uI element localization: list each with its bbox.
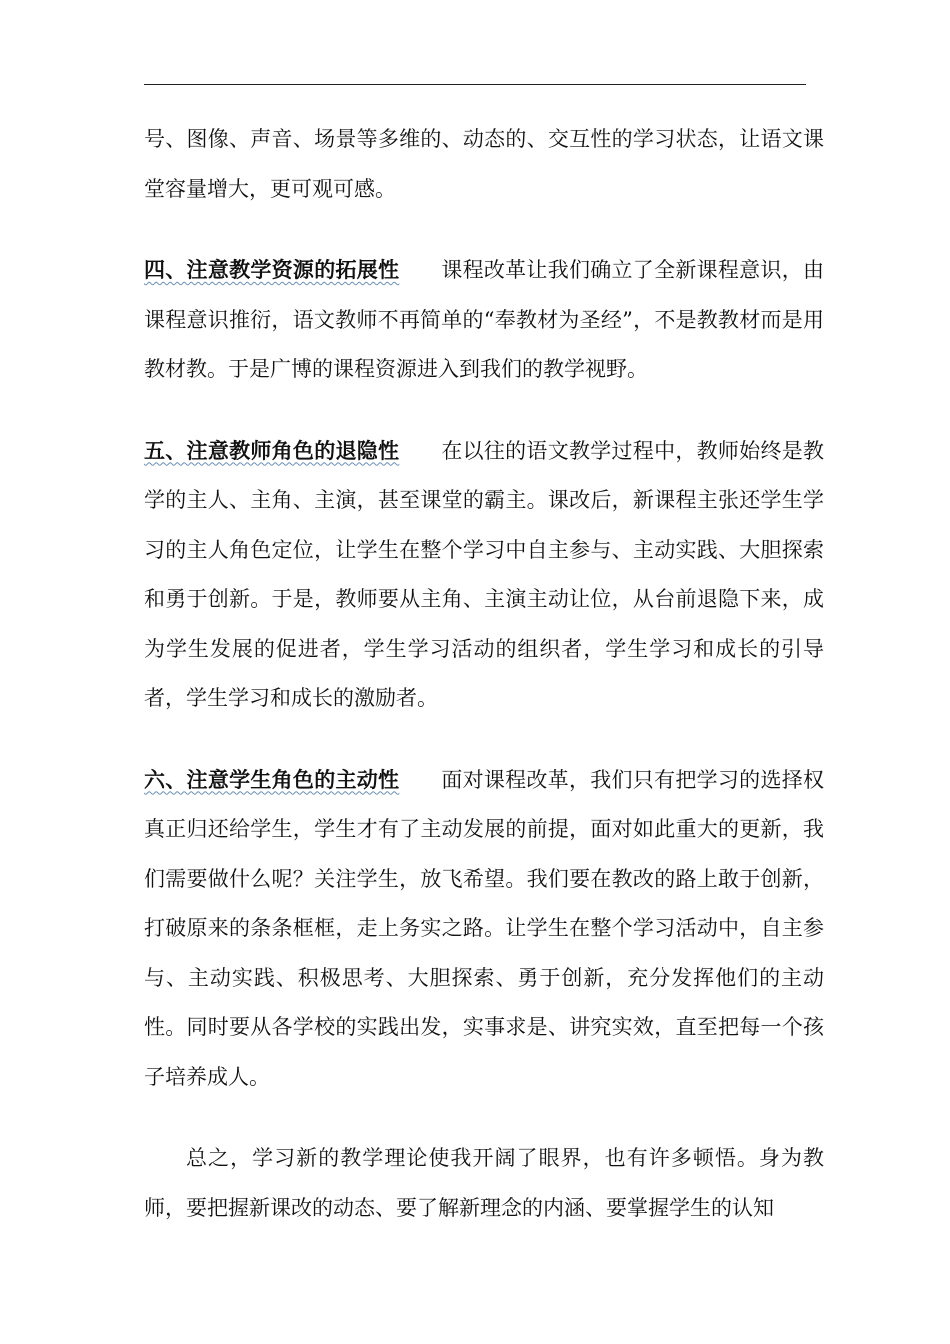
section-5-heading: 五、注意教师角色的退隐性 (144, 438, 400, 463)
header-rule (144, 84, 806, 85)
section-6-heading: 六、注意学生角色的主动性 (144, 767, 400, 792)
section-6 (144, 756, 824, 1103)
intro-paragraph: 号、图像、声音、场景等多维的、动态的、交互性的学习状态，让语文课堂容量增大，更可观可感。 (144, 127, 824, 201)
section-6-body: 面对课程改革，我们只有把学习的选择权真正归还给学生，学生才有了主动发展的前提，面对如此重大的更新，我们需要做什么呢？关注学生，放飞希望。我们要在教改的路上敢于创新，打破原来的条条框框，走上务实之路。让学生在整个学习活动中，自主参与、主动实践、积极思考、大胆探索、勇于创新，充分发挥他们的主动性。同时要从各学校的实践出发，实事求是、讲究实效，直至把每一个孩子培养成人。 (144, 767, 825, 1089)
section-4-heading: 四、注意教学资源的拓展性 (144, 258, 400, 282)
document-body (144, 115, 824, 1233)
section-5 (144, 427, 824, 724)
conclusion-paragraph: 总之，学习新的教学理论使我开阔了眼界，也有许多顿悟。身为教师，要把握新课改的动态、要了解新理念的内涵、要掌握学生的认知 (144, 1146, 824, 1220)
section-4 (144, 246, 824, 395)
section-5-body: 在以往的语文教学过程中，教师始终是教学的主人、主角、主演，甚至课堂的霸主。课改后，新课程主张还学生学习的主人角色定位，让学生在整个学习中自主参与、主动实践、大胆探索和勇于创新。于是，教师要从主角、主演主动让位，从台前退隐下来，成为学生发展的促进者，学生学习活动的组织者，学生学习和成长的引导者，学生学习和成长的激励者。 (144, 438, 825, 710)
section-4-body: 课程改革让我们确立了全新课程意识，由课程意识推衍，语文教师不再简单的“奉教材为圣经”，不是教教材而是用教材教。于是广博的课程资源进入到我们的教学视野。 (144, 258, 825, 381)
